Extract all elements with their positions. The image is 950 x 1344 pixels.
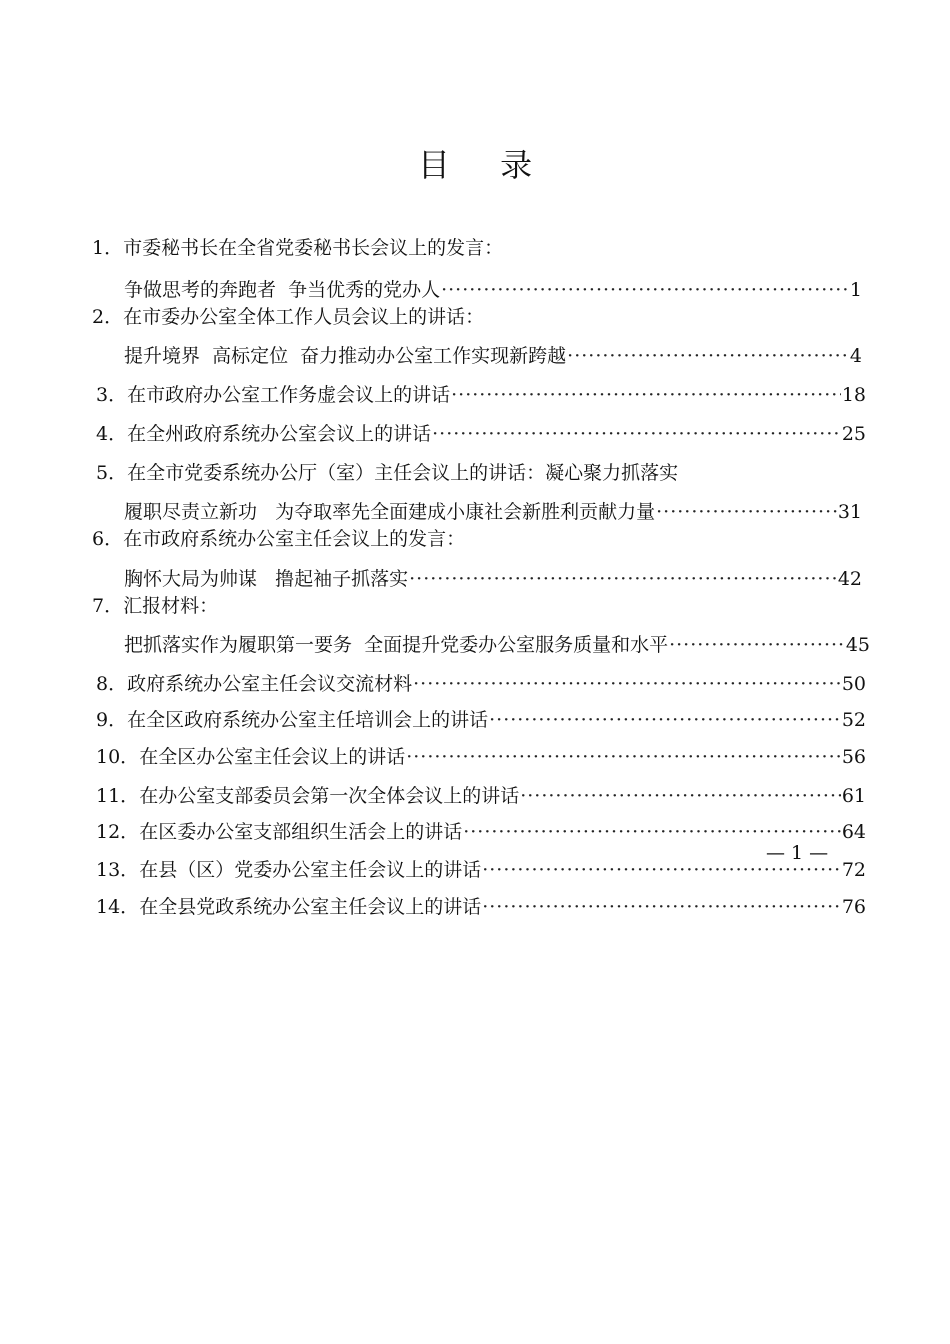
title-char-1: 目	[417, 146, 450, 184]
toc-entry-title: 市委秘书长在全省党委秘书长会议上的发言：	[123, 237, 504, 259]
toc-entry[interactable]	[96, 383, 866, 407]
toc-entry-number: 6．	[92, 528, 124, 550]
toc-page-number: 52	[841, 709, 866, 731]
toc-entry-number: 13．	[96, 859, 140, 881]
toc-entry-number: 10．	[96, 746, 140, 768]
leader-dots	[451, 383, 841, 407]
toc-entry[interactable]	[124, 278, 862, 302]
page-title	[0, 140, 950, 186]
toc-entry-title: 在办公室支部委员会第一次全体会议上的讲话	[139, 785, 520, 807]
toc-entry-title: 胸怀大局为帅谋 撸起袖子抓落实	[124, 568, 409, 590]
leader-dots	[413, 672, 841, 696]
toc-entry-heading[interactable]	[92, 236, 503, 260]
toc-page-number: 25	[841, 423, 866, 445]
toc-entry[interactable]	[124, 344, 862, 368]
leader-dots	[669, 633, 845, 657]
toc-entry-title: 提升境界 高标定位 奋力推动办公室工作实现新跨越	[124, 345, 567, 367]
toc-entry[interactable]	[96, 708, 866, 732]
toc-entry-title: 在市政府办公室工作务虚会议上的讲话	[127, 384, 451, 406]
toc-entry-title: 政府系统办公室主任会议交流材料	[127, 673, 413, 695]
toc-entry-number: 8．	[96, 673, 128, 695]
toc-entry-heading[interactable]	[96, 461, 678, 485]
leader-dots	[463, 820, 841, 844]
toc-page-number: 18	[841, 384, 866, 406]
toc-entry[interactable]	[96, 745, 866, 769]
toc-page-number: 31	[837, 501, 862, 523]
leader-dots	[656, 500, 837, 524]
leader-dots	[482, 895, 841, 919]
toc-entry[interactable]	[96, 895, 866, 919]
toc-entry-title: 在市政府系统办公室主任会议上的发言：	[123, 528, 466, 550]
toc-entry-number: 1．	[92, 237, 124, 259]
toc-entry-title: 在全州政府系统办公室会议上的讲话	[127, 423, 432, 445]
toc-page-number: 61	[841, 785, 866, 807]
toc-entry-heading[interactable]	[92, 594, 218, 618]
toc-page-number: 45	[845, 634, 870, 656]
toc-entry-title: 在全区政府系统办公室主任培训会上的讲话	[127, 709, 489, 731]
toc-entry-number: 4．	[96, 423, 128, 445]
leader-dots	[406, 745, 841, 769]
leader-dots	[489, 708, 841, 732]
toc-entry-heading[interactable]	[92, 527, 465, 551]
toc-entry-number: 11．	[96, 785, 140, 807]
toc-entry-number: 14．	[96, 896, 140, 918]
toc-entry-title: 在区委办公室支部组织生活会上的讲话	[139, 821, 463, 843]
toc-page-number: 4	[849, 345, 862, 367]
leader-dots	[432, 422, 841, 446]
toc-entry[interactable]	[124, 567, 862, 591]
toc-page-number: 76	[841, 896, 866, 918]
toc-entry-title: 履职尽责立新功 为夺取率先全面建成小康社会新胜利贡献力量	[124, 501, 656, 523]
toc-entry-number: 9．	[96, 709, 128, 731]
leader-dots	[520, 784, 841, 808]
toc-entry-title: 在县（区）党委办公室主任会议上的讲话	[139, 859, 482, 881]
toc-entry-number: 5．	[96, 462, 128, 484]
page-footer-number: — 1 —	[766, 842, 829, 864]
toc-entry-number: 3．	[96, 384, 128, 406]
leader-dots	[409, 567, 837, 591]
toc-page-number: 64	[841, 821, 866, 843]
toc-entry-title: 在市委办公室全体工作人员会议上的讲话：	[123, 306, 485, 328]
toc-entry-title: 把抓落实作为履职第一要务 全面提升党委办公室服务质量和水平	[124, 634, 669, 656]
toc-entry-title: 汇报材料：	[123, 595, 219, 617]
toc-page-number: 56	[841, 746, 866, 768]
leader-dots	[441, 278, 849, 302]
toc-entry[interactable]	[96, 672, 866, 696]
title-char-2: 录	[500, 146, 533, 184]
toc-entry-title: 在全市党委系统办公厅（室）主任会议上的讲话：凝心聚力抓落实	[127, 462, 679, 484]
toc-entry-number: 7．	[92, 595, 124, 617]
toc-entry[interactable]	[96, 784, 866, 808]
leader-dots	[567, 344, 849, 368]
toc-entry[interactable]	[96, 820, 866, 844]
toc-page-number: 72	[841, 859, 866, 881]
toc-entry[interactable]	[124, 633, 870, 657]
toc-entry-title: 争做思考的奔跑者 争当优秀的党办人	[124, 279, 441, 301]
toc-entry[interactable]	[124, 500, 862, 524]
toc-entry[interactable]	[96, 422, 866, 446]
toc-entry[interactable]	[96, 858, 866, 882]
toc-entry-number: 2．	[92, 306, 124, 328]
toc-page-number: 42	[837, 568, 862, 590]
toc-entry-number: 12．	[96, 821, 140, 843]
toc-page-number: 50	[841, 673, 866, 695]
toc-page-number: 1	[849, 279, 862, 301]
toc-entry-heading[interactable]	[92, 305, 484, 329]
toc-entry-title: 在全县党政系统办公室主任会议上的讲话	[139, 896, 482, 918]
toc-entry-title: 在全区办公室主任会议上的讲话	[139, 746, 406, 768]
